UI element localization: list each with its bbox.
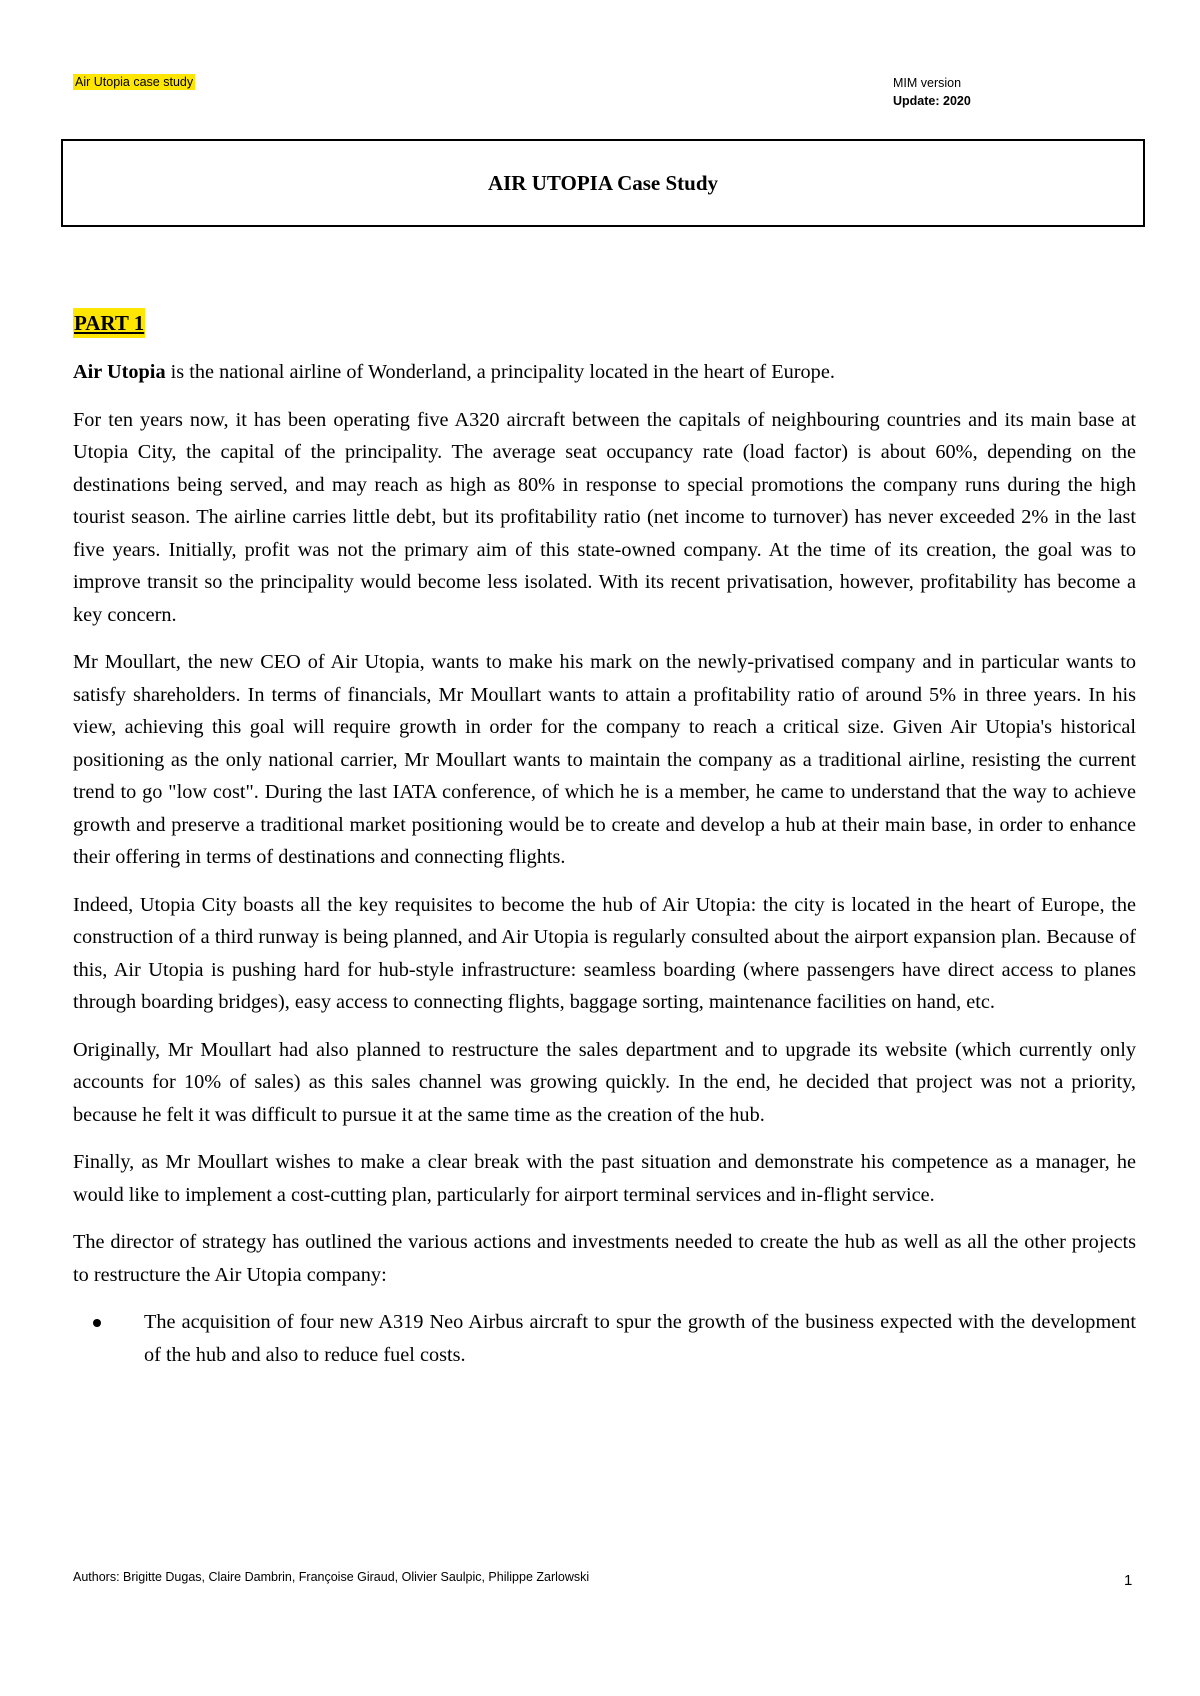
bullet-icon [93, 1319, 101, 1327]
intro-paragraph [73, 356, 1136, 389]
intro-text: is the national airline of Wonderland, a principality located in the heart of Europe. [165, 361, 835, 383]
title-box [61, 139, 1145, 227]
paragraph-cost-cutting: Finally, as Mr Moullart wishes to make a clear break with the past situation and demonstrate his competence as a manager, he would like to implement a cost-cutting plan, particularly for airport terminal services and in-flight service. [73, 1151, 1136, 1206]
paragraph-ceo: Mr Moullart, the new CEO of Air Utopia, wants to make his mark on the newly-privatised company and in particular wants to satisfy shareholders. In terms of financials, Mr Moullart wants to attain a profitability ratio of around 5% in three years. In his view, achieving this goal will require growth in order for the company to reach a critical size. Given Air Utopia's historical positioning as the only national carrier, Mr Moullart wants to maintain the company as a traditional airline, resisting the current trend to go "low cost". During the last IATA conference, of which he is a member, he came to understand that the way to achieve growth and preserve a traditional market positioning would be to create and develop a hub at their main base, in order to enhance their offering in terms of destinations and connecting flights. [73, 651, 1136, 868]
paragraph-strategy: The director of strategy has outlined the various actions and investments needed to create the hub as well as all the other projects to restructure the Air Utopia company: [73, 1231, 1136, 1286]
footer-authors: Authors: Brigitte Dugas, Claire Dambrin, Françoise Giraud, Olivier Saulpic, Philippe Zarlowski [73, 1570, 590, 1584]
airline-name: Air Utopia [73, 361, 166, 383]
header-case-study-label: Air Utopia case study [75, 75, 194, 89]
paragraph-sales: Originally, Mr Moullart had also planned to restructure the sales department and to upgrade its website (which currently only accounts for 10% of sales) as this sales channel was growing quickly. In the end, he decided that project was not a priority, because he felt it was difficult to pursue it at the same time as the creation of the hub. [73, 1038, 1136, 1126]
document-body [73, 308, 1136, 1371]
document-title: AIR UTOPIA Case Study [487, 170, 719, 195]
bullet-list [73, 1306, 1136, 1371]
list-item [73, 1306, 1136, 1371]
list-item-text: The acquisition of four new A319 Neo Airbus aircraft to spur the growth of the business expected with the development of the hub and also to reduce fuel costs. [144, 1311, 1136, 1366]
part-heading: PART 1 [73, 308, 145, 338]
page-number: 1 [1124, 1572, 1133, 1589]
paragraph-fleet: For ten years now, it has been operating five A320 aircraft between the capitals of neighbouring countries and its main base at Utopia City, the capital of the principality. The average seat occupancy rate (load factor) is about 60%, depending on the destinations being served, and may reach as high as 80% in response to special promotions the company runs during the high tourist season. The airline carries little debt, but its profitability ratio (net income to turnover) has never exceeded 2% in the last five years. Initially, profit was not the primary aim of this state-owned company. At the time of its creation, the goal was to improve transit so the principality would become less isolated. With its recent privatisation, however, profitability has become a key concern. [73, 408, 1136, 626]
header-version-block [893, 74, 983, 110]
header-update: Update: 2020 [893, 94, 971, 108]
paragraph-hub: Indeed, Utopia City boasts all the key requisites to become the hub of Air Utopia: the city is located in the heart of Europe, the construction of a third runway is being planned, and Air Utopia is regularly consulted about the airport expansion plan. Because of this, Air Utopia is pushing hard for hub-style infrastructure: seamless boarding (where passengers have direct access to planes through boarding bridges), easy access to connecting flights, baggage sorting, maintenance facilities on hand, etc. [73, 893, 1136, 1013]
header-version: MIM version [893, 76, 962, 90]
